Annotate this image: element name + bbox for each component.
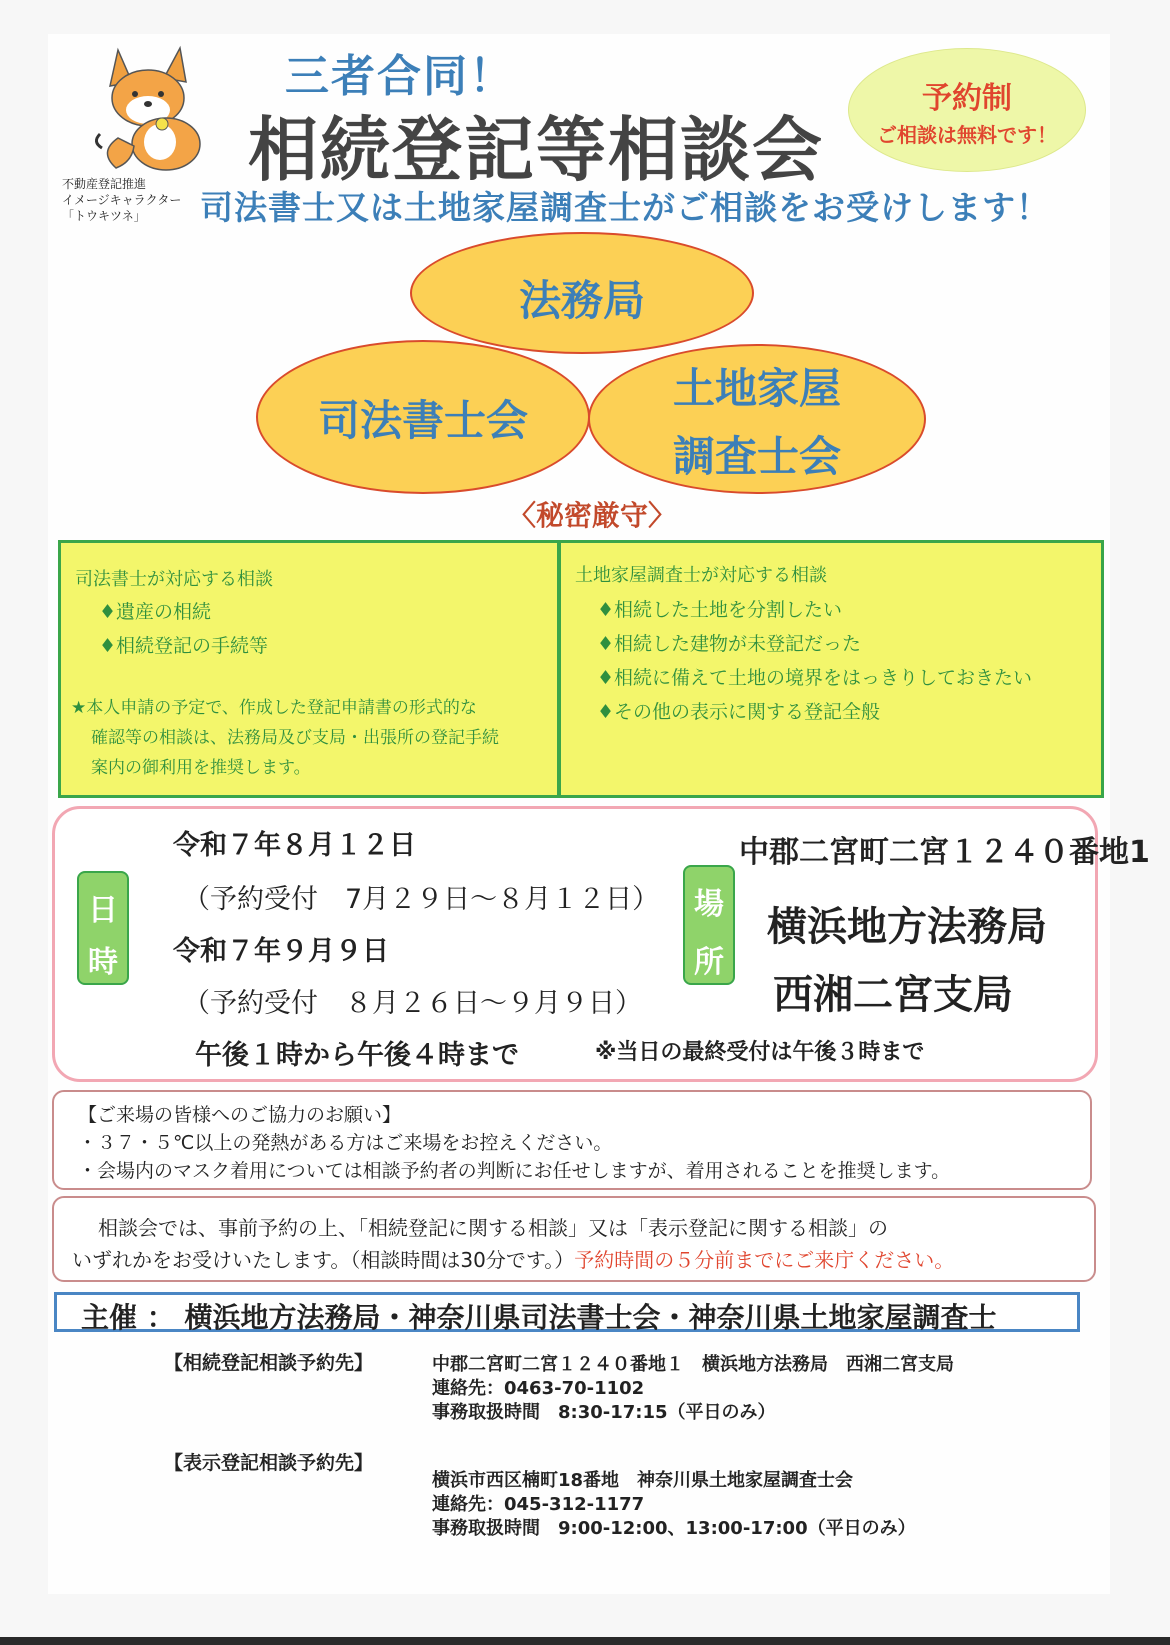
- date-tag-char: 日: [88, 893, 118, 928]
- list-item: ♦その他の表示に関する登記全般: [597, 701, 881, 723]
- list-item: ♦相続した土地を分割したい: [597, 599, 843, 621]
- oval-houmukyoku: [410, 232, 754, 354]
- panel-left-note: ★本人申請の予定で、作成した登記申請書の形式的な: [71, 698, 477, 718]
- badge-free-label: ご相談は無料です！: [877, 123, 1057, 147]
- list-item: ♦相続登記の手続等: [99, 635, 269, 657]
- contact-souzoku-label: 【相続登記相談予約先】: [164, 1352, 374, 1374]
- panel-shihoushoshi: [58, 540, 560, 798]
- oval-label-shihoushoshikai: 司法書士会: [317, 396, 528, 445]
- panel-right-title: 土地家屋調査士が対応する相談: [575, 565, 827, 586]
- list-item: ♦相続に備えて土地の境界をはっきりしておきたい: [597, 667, 1033, 689]
- panel-left-note: 確認等の相談は、法務局及び支局・出張所の登記手続: [91, 728, 499, 748]
- reservation-period-1: （予約受付 7月２９日〜８月１２日）: [183, 884, 660, 915]
- list-item: ♦遺産の相続: [99, 601, 212, 623]
- date-tag-char: 時: [88, 945, 118, 980]
- place-tag-char: 所: [694, 945, 724, 980]
- contact-souzoku-hours: 事務取扱時間 8:30-17:15（平日のみ）: [432, 1402, 776, 1423]
- place-tag-char: 場: [694, 887, 724, 922]
- page-title: 相続登記等相談会: [248, 109, 824, 191]
- oval-tochikaoku: [588, 344, 926, 494]
- panel-left-note: 案内の御利用を推奨します。: [91, 758, 311, 778]
- reservation-badge: [848, 48, 1086, 172]
- panel-left-title: 司法書士が対応する相談: [75, 569, 273, 590]
- oval-label-tochikaoku: 土地家屋: [672, 364, 841, 413]
- date-tag: [77, 871, 129, 985]
- contact-hyouji-line: 横浜市西区楠町18番地 神奈川県土地家屋調査士会: [432, 1470, 854, 1491]
- subheadline: 司法書士又は土地家屋調査士がご相談をお受けします！: [200, 188, 1050, 227]
- host-text: 主催 ： 横浜地方法務局・神奈川県司法書士会・神奈川県土地家屋調査士: [81, 1301, 997, 1334]
- schedule-box: [52, 806, 1150, 1082]
- info-arrival-warning: 予約時間の５分前までにご来庁ください。: [574, 1248, 955, 1272]
- confidential-label: 〈秘密厳守〉: [508, 499, 677, 532]
- consultation-info: [52, 1196, 1096, 1282]
- bottom-border: [0, 1637, 1170, 1645]
- contact-hyouji-phone: 連絡先：045-312-1177: [432, 1494, 645, 1515]
- contact-hyouji-hours: 事務取扱時間 9:00-12:00、13:00-17:00（平日のみ）: [432, 1518, 916, 1539]
- event-time: 午後１時から午後４時まで: [195, 1040, 519, 1071]
- panel-tochikaoku: [558, 540, 1104, 798]
- notice-line: ・３７・５℃以上の発熱がある方はご来場をお控えください。: [78, 1132, 613, 1154]
- info-line-2-text: いずれかをお受けいたします。（相談時間は30分です。）: [72, 1248, 575, 1272]
- oval-shihoushoshikai: [256, 340, 590, 494]
- last-accept-note: ※当日の最終受付は午後３時まで: [595, 1040, 925, 1065]
- list-item: ♦相続した建物が未登記だった: [597, 633, 862, 655]
- place-tag: [683, 865, 735, 985]
- notice-heading: 【ご来場の皆様へのご協力のお願い】: [78, 1104, 402, 1126]
- info-line-2: [72, 1244, 954, 1273]
- info-line-1: 相談会では、事前予約の上、「相続登記に関する相談」又は「表示登記に関する相談」の: [98, 1216, 888, 1240]
- mascot-caption: 不動産登記推進 イメージキャラクター 「トウキツネ」: [62, 177, 182, 223]
- event-date-2: 令和７年９月９日: [173, 936, 389, 967]
- venue-address: 中郡二宮町二宮１２４０番地1: [739, 835, 1150, 870]
- notice-line: ・会場内のマスク着用については相談予約者の判断にお任せしますが、着用されることを推奨します。: [78, 1160, 951, 1182]
- oval-label-chousashikai: 調査士会: [672, 432, 841, 481]
- badge-reservation-label: 予約制: [922, 81, 1012, 116]
- event-date-1: 令和７年８月１２日: [173, 830, 416, 861]
- fox-mascot-icon: [88, 42, 216, 172]
- contact-hyouji-label: 【表示登記相談予約先】: [164, 1452, 374, 1474]
- covid-notice: [52, 1090, 1092, 1190]
- contact-souzoku-phone: 連絡先：0463-70-1102: [432, 1378, 645, 1399]
- venue-name: 横浜地方法務局: [767, 904, 1047, 950]
- oval-label-houmukyoku: 法務局: [518, 276, 645, 325]
- reservation-period-2: （予約受付 ８月２６日〜９月９日）: [183, 988, 642, 1019]
- host-bar: [54, 1292, 1080, 1332]
- venue-branch: 西湘二宮支局: [773, 972, 1013, 1018]
- headline-sansha-goudou: 三者合同！: [285, 51, 515, 102]
- contact-souzoku-line: 中郡二宮町二宮１２４０番地１ 横浜地方法務局 西湘二宮支局: [432, 1354, 954, 1375]
